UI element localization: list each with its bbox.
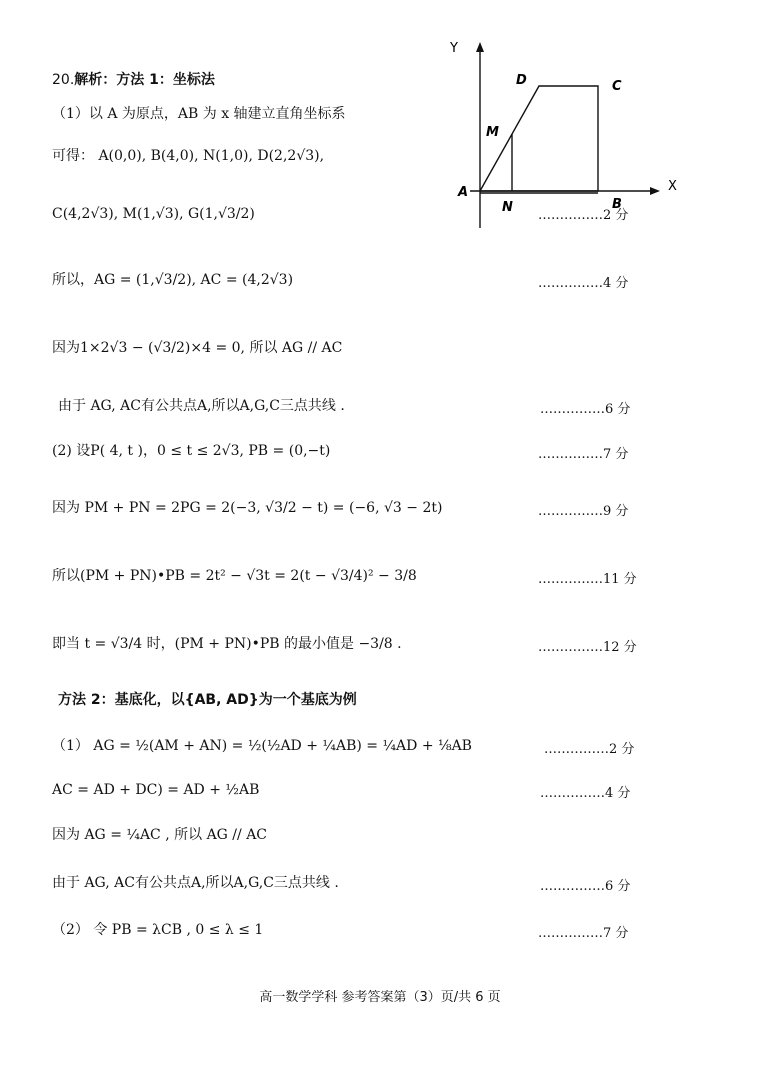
score: ……………11 分 (538, 572, 637, 587)
point-m-label: M (486, 125, 499, 140)
point-a-label: A (458, 185, 469, 200)
score: ……………12 分 (538, 640, 637, 655)
point-c-label: C (612, 79, 622, 94)
point-n-label: N (502, 200, 513, 215)
score: ……………2 分 (538, 208, 629, 223)
score: ……………4 分 (540, 786, 631, 801)
m2-because: 因为 AG = ¼AC , 所以 AG // AC (52, 827, 268, 843)
x-axis-label: X (668, 179, 677, 194)
point-d-label: D (516, 73, 527, 88)
score: ……………7 分 (538, 926, 629, 941)
m2-part1: （1） AG = ½(AM + AN) = ½(½AD + ¼AB) = ¼AD + ⅛AB (52, 738, 472, 754)
m1-collinear: 由于 AG, AC有公共点A,所以A,G,C三点共线 . (58, 398, 345, 414)
m2-part2: （2） 令 PB = λCB , 0 ≤ λ ≤ 1 (52, 922, 264, 938)
m1-coords-a: 可得： A(0,0), B(4,0), N(1,0), D(2,2√3), (52, 148, 325, 164)
score: ……………9 分 (538, 504, 629, 519)
m2-ac: AC = AD + DC) = AD + ½AB (52, 782, 260, 798)
m1-part2: (2) 设P( 4, t )，0 ≤ t ≤ 2√3, PB = (0,−t) (52, 443, 331, 459)
score: ……………2 分 (544, 742, 635, 757)
page-footer: 高一数学学科 参考答案第（3）页/共 6 页 (259, 990, 501, 1005)
y-axis-label: Y (450, 41, 458, 56)
m1-min: 即当 t = √3/4 时，(PM + PN)•PB 的最小值是 −3/8 . (52, 636, 402, 652)
m1-dot: 所以(PM + PN)•PB = 2t² − √3t = 2(t − √3/4)² − 3/8 (52, 568, 417, 584)
m1-part1: （1）以 A 为原点，AB 为 x 轴建立直角坐标系 (52, 106, 346, 122)
m1-pm-pn: 因为 PM + PN = 2PG = 2(−3, √3/2 − t) = (−6, √3 − 2t) (52, 500, 443, 516)
m1-coords-b: C(4,2√3), M(1,√3), G(1,√3/2) (52, 206, 255, 222)
point-b-label: B (612, 197, 622, 212)
m2-heading: 方法 2：基底化，以{AB, AD}为一个基底为例 (58, 692, 357, 708)
m2-collinear: 由于 AG, AC有公共点A,所以A,G,C三点共线 . (52, 875, 339, 891)
m1-ag-ac: 所以，AG = (1,√3/2), AC = (4,2√3) (52, 272, 294, 288)
score: ……………6 分 (540, 402, 631, 417)
m1-because: 因为1×2√3 − (√3/2)×4 = 0, 所以 AG // AC (52, 340, 343, 356)
score: ……………4 分 (538, 276, 629, 291)
score: ……………7 分 (538, 447, 629, 462)
score: ……………6 分 (540, 879, 631, 894)
heading: 20.解析：方法 1：坐标法 (52, 72, 215, 88)
